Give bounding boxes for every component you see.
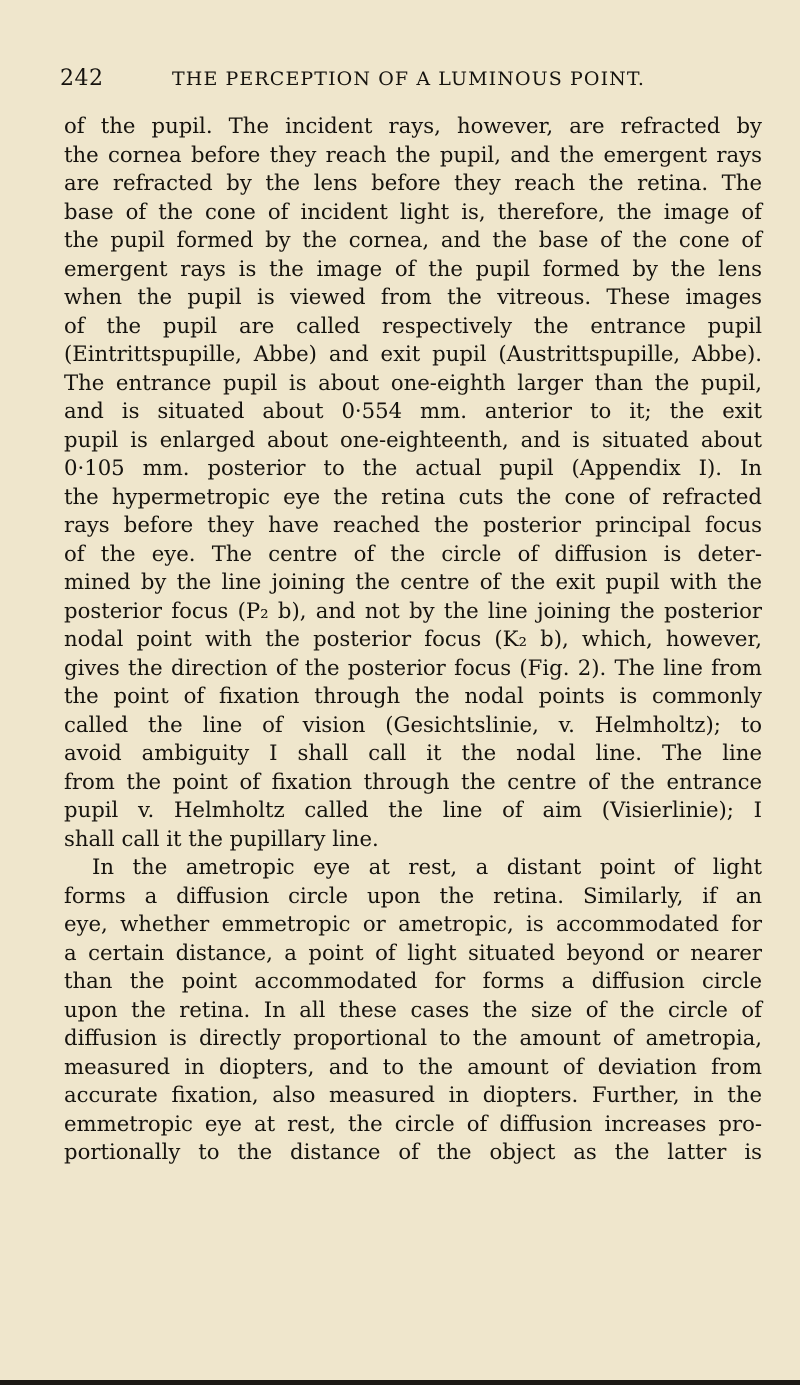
text-line: upon the retina. In all these cases the size of the circle of: [64, 996, 762, 1022]
text-line: diffusion is directly proportional to the amount of ametropia,: [64, 1025, 762, 1050]
text-line: rays before they have reached the posterior principal focus: [64, 512, 762, 537]
text-line: base of the cone of incident light is, therefore, the image of: [64, 198, 762, 224]
text-line: of the pupil. The incident rays, however, are refracted by: [64, 113, 762, 138]
text-line: and is situated about 0·554 mm. anterior to it; the exit: [64, 398, 762, 423]
text-line: accurate fixation, also measured in diopters. Further, in the: [64, 1082, 762, 1107]
text-line: (Eintrittspupille, Abbe) and exit pupil (Austrittspupille, Abbe).: [64, 341, 762, 366]
running-head: THE PERCEPTION OF A LUMINOUS POINT.: [172, 68, 646, 90]
text-line: emmetropic eye at rest, the circle of diffusion increases pro-: [64, 1110, 762, 1136]
page-edge-divider: [0, 1380, 800, 1385]
text-line: than the point accommodated for forms a diffusion circle: [64, 968, 762, 993]
text-line: gives the direction of the posterior focus (Fig. 2). The line from: [64, 654, 762, 680]
text-line: 0·105 mm. posterior to the actual pupil (Appendix I). In: [64, 455, 762, 480]
text-line: In the ametropic eye at rest, a distant point of light: [92, 854, 762, 879]
text-line: shall call it the pupillary line.: [64, 825, 379, 851]
text-line: portionally to the distance of the object as the latter is: [64, 1139, 762, 1164]
text-line: called the line of vision (Gesichtslinie, v. Helmholtz); to: [64, 711, 762, 737]
text-line: avoid ambiguity I shall call it the nodal line. The line: [64, 740, 762, 765]
body-text: [64, 112, 762, 1167]
text-line: from the point of fixation through the centre of the entrance: [64, 768, 762, 794]
text-line: of the eye. The centre of the circle of diffusion is deter-: [64, 540, 762, 566]
text-line: when the pupil is viewed from the vitreous. These images: [64, 284, 762, 309]
text-line: the pupil formed by the cornea, and the base of the cone of: [64, 227, 762, 252]
text-line: pupil is enlarged about one-eighteenth, and is situated about: [64, 426, 762, 452]
text-line: The entrance pupil is about one-eighth larger than the pupil,: [64, 369, 762, 395]
text-line: nodal point with the posterior focus (K₂ b), which, however,: [64, 626, 762, 651]
page-number: 242: [60, 66, 104, 91]
text-line: posterior focus (P₂ b), and not by the line joining the posterior: [64, 597, 762, 623]
text-line: the hypermetropic eye the retina cuts the cone of refracted: [64, 483, 762, 509]
text-line: emergent rays is the image of the pupil formed by the lens: [64, 255, 762, 281]
text-line: pupil v. Helmholtz called the line of aim (Visierlinie); I: [64, 797, 762, 822]
text-line: the cornea before they reach the pupil, and the emergent rays: [64, 141, 762, 167]
page-header: [60, 66, 760, 94]
text-line: measured in diopters, and to the amount of deviation from: [64, 1053, 762, 1079]
text-line: the point of fixation through the nodal points is commonly: [64, 683, 762, 708]
text-line: of the pupil are called respectively the entrance pupil: [64, 312, 762, 338]
text-line: mined by the line joining the centre of the exit pupil with the: [64, 569, 762, 594]
text-line: forms a diffusion circle upon the retina. Similarly, if an: [64, 882, 762, 908]
text-line: are refracted by the lens before they reach the retina. The: [64, 170, 762, 195]
text-line: eye, whether emmetropic or ametropic, is accommodated for: [64, 911, 762, 936]
text-line: a certain distance, a point of light situated beyond or nearer: [64, 939, 762, 965]
